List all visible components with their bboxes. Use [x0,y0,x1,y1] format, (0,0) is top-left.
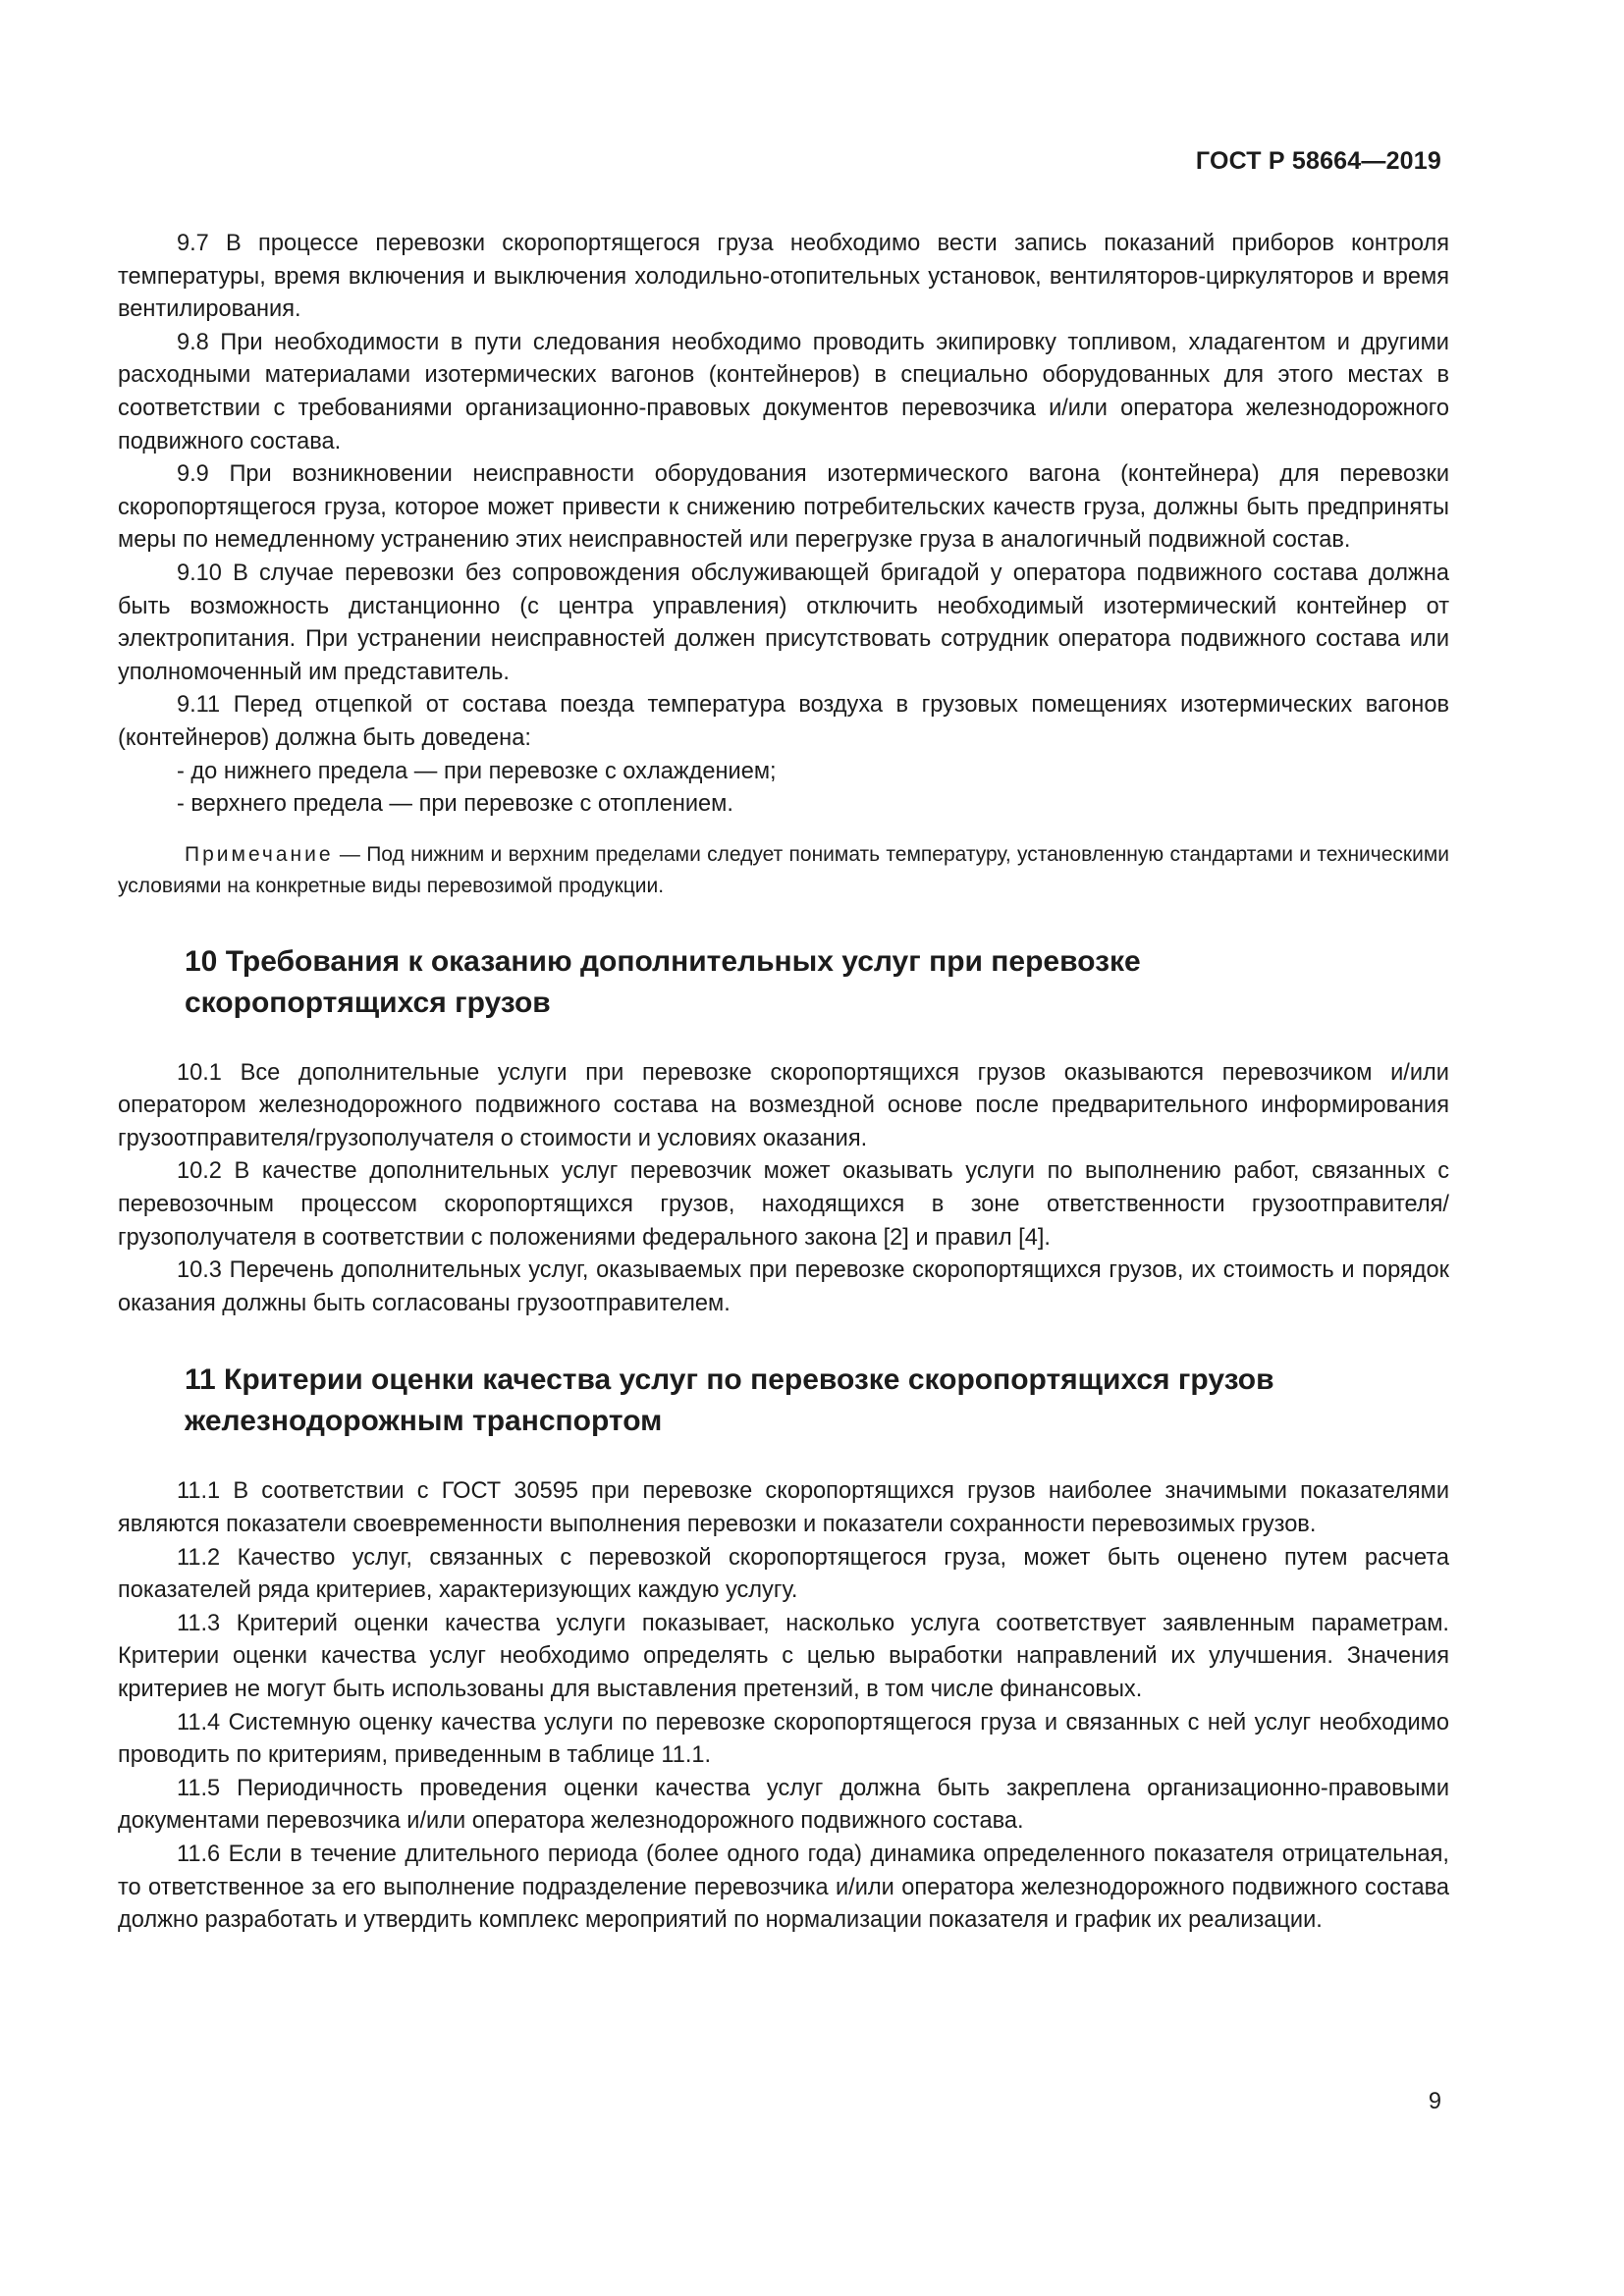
paragraph-9-8: 9.8 При необходимости в пути следования необходимо проводить экипировку топливом, хладагентом и другими расходными материалами изотермических вагонов (контейнеров) в специально оборудованных для этого местах в соответствии с требованиями организационно-правовых документов перевозчика и/или оператора железнодорожного подвижного состава. [118,329,1449,454]
section-11-heading-line1: 11 Критерии оценки качества услуг по перевозке скоропортящихся грузов [185,1363,1274,1397]
paragraph-10-2: 10.2 В качестве дополнительных услуг перевозчик может оказывать услуги по выполнению работ, связанных с перевозочным процессом скоропортящихся грузов, находящихся в зоне ответственности грузоотправителя/грузополучателя в соответствии с положениями федерального закона [2] и правил [4]. [118,1158,1449,1251]
paragraph-11-4: 11.4 Системную оценку качества услуги по перевозке скоропортящегося груза и связанных с ней услуг необходимо проводить по критериям, приведенным в таблице 11.1. [118,1709,1449,1769]
list-item-upper-limit: - верхнего предела — при перевозке с отоплением. [177,791,733,818]
paragraph-11-2: 11.2 Качество услуг, связанных с перевозкой скоропортящегося груза, может быть оценено путем расчета показателей ряда критериев, характеризующих каждую услугу. [118,1544,1449,1604]
document-code: ГОСТ Р 58664—2019 [1195,147,1441,175]
section-11-heading-line2: железнодорожным транспортом [185,1405,663,1438]
page-number: 9 [1428,2089,1441,2114]
paragraph-10-3: 10.3 Перечень дополнительных услуг, оказываемых при перевозке скоропортящихся грузов, их стоимость и порядок оказания должны быть согласованы грузоотправителем. [118,1257,1449,1316]
paragraph-10-1: 10.1 Все дополнительные услуги при перевозке скоропортящихся грузов оказываются перевозчиком и/или оператором железнодорожного подвижного состава на возмездной основе после предварительного информирования грузоотправителя/грузополучателя о стоимости и условиях оказания. [118,1059,1449,1151]
section-11-heading [118,1360,1449,1442]
page-body [118,228,1449,1938]
paragraph-9-7: 9.7 В процессе перевозки скоропортящегося груза необходимо вести запись показаний приборов контроля температуры, время включения и выключения холодильно-отопительных установок, вентиляторов-циркуляторов и время вентилирования. [118,231,1449,323]
note-text: — Под нижним и верхним пределами следует понимать температуру, установленную стандартами и техническими условиями на конкретные виды перевозимой продукции. [118,842,1449,897]
paragraph-11-5: 11.5 Периодичность проведения оценки качества услуг должна быть закреплена организационно-правовыми документами перевозчика и/или оператора железнодорожного подвижного состава. [118,1775,1449,1835]
paragraph-11-1: 11.1 В соответствии с ГОСТ 30595 при перевозке скоропортящихся грузов наиболее значимыми показателями являются показатели своевременности выполнения перевозки и показатели сохранности перевозимых грузов. [118,1478,1449,1538]
paragraph-9-11: 9.11 Перед отцепкой от состава поезда температура воздуха в грузовых помещениях изотермических вагонов (контейнеров) должна быть доведена: [118,692,1449,751]
note-label: Примечание [185,842,334,866]
list-item-lower-limit: - до нижнего предела — при перевозке с охлаждением; [177,758,777,784]
paragraph-9-10: 9.10 В случае перевозки без сопровождения обслуживающей бригадой у оператора подвижного состава должна быть возможность дистанционно (с центра управления) отключить необходимый изотермический контейнер от электропитания. При устранении неисправностей должен присутствовать сотрудник оператора подвижного состава или уполномоченный им представитель. [118,560,1449,685]
section-10-heading-line1: 10 Требования к оказанию дополнительных услуг при перевозке [185,944,1141,978]
section-10-heading [118,941,1449,1024]
paragraph-11-3: 11.3 Критерий оценки качества услуги показывает, насколько услуга соответствует заявленным параметрам. Критерии оценки качества услуг необходимо определять с целью выработки направлений их улучшения. Значения критериев не могут быть использованы для выставления претензий, в том числе финансовых. [118,1610,1449,1702]
paragraph-11-6: 11.6 Если в течение длительного периода (более одного года) динамика определенного показателя отрицательная, то ответственное за его выполнение подразделение перевозчика и/или оператора железнодорожного подвижного состава должно разработать и утвердить комплекс мероприятий по нормализации показателя и график их реализации. [118,1841,1449,1934]
note [118,839,1449,902]
section-10-heading-line2: скоропортящихся грузов [185,986,551,1019]
paragraph-9-9: 9.9 При возникновении неисправности оборудования изотермического вагона (контейнера) для перевозки скоропортящегося груза, которое может привести к снижению потребительских качеств груза, должны быть предприняты меры по немедленному устранению этих неисправностей или перегрузке груза в аналогичный подвижной состав. [118,461,1449,554]
